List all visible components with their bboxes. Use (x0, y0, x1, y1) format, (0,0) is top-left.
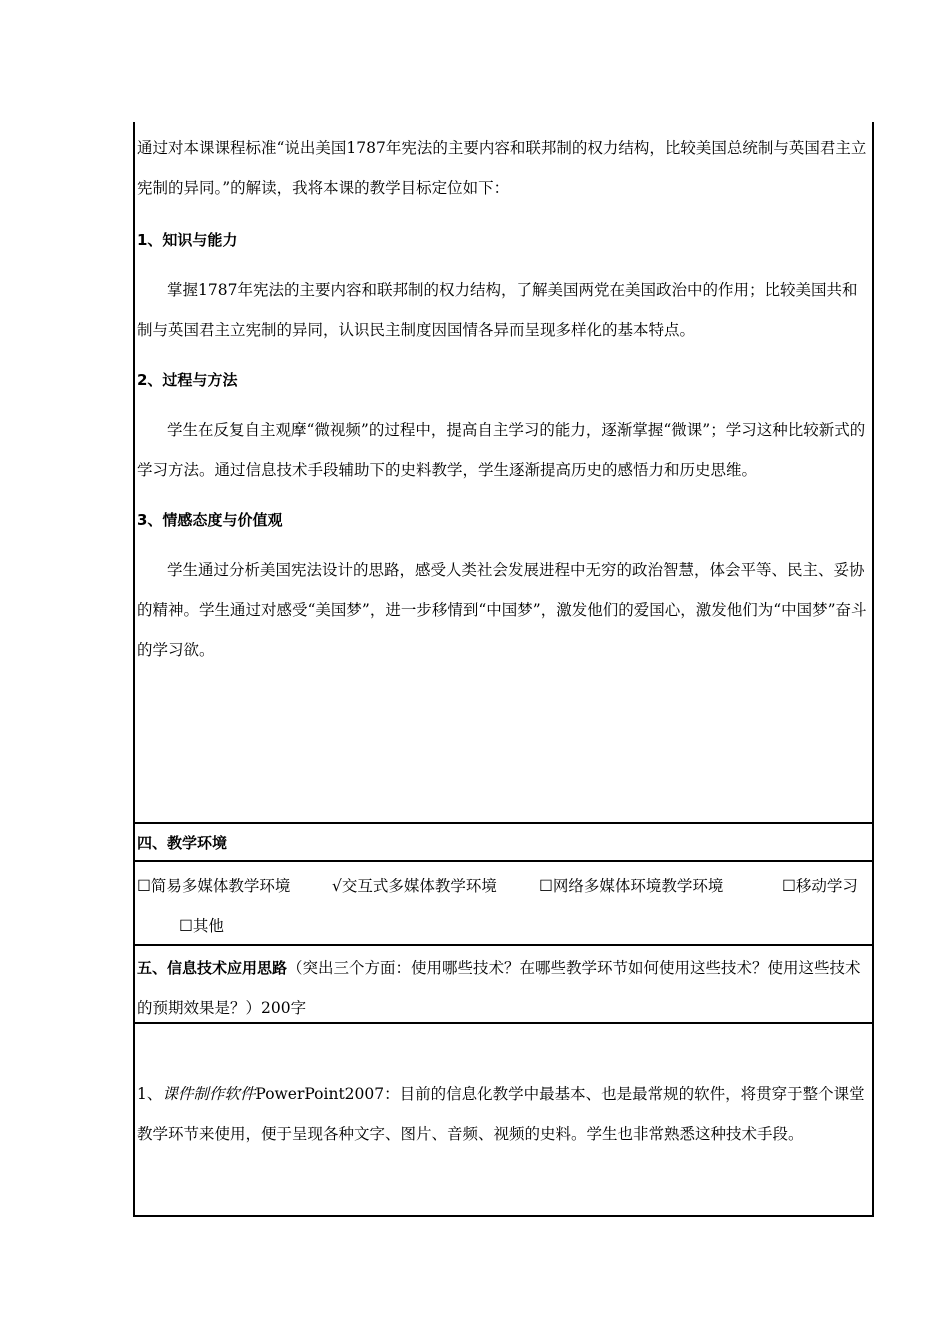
env-option-simple[interactable]: ☐简易多媒体教学环境 (137, 877, 291, 895)
it-application-body-cell (135, 1022, 872, 1215)
goals-intro: 通过对本课课程标准“说出美国1787年宪法的主要内容和联邦制的权力结构，比较美国总统制与英国君主立宪制的异同。”的解读，我将本课的教学目标定位如下： (137, 139, 867, 197)
it-item-1: 1、课件制作软件PowerPoint2007：目前的信息化教学中最基本、也是最常规的软件，将贯穿于整个课堂教学环节来使用，便于呈现各种文字、图片、音频、视频的史料。学生也非常熟悉这种技术手段。 (137, 1085, 865, 1143)
goal-body-attitude: 学生通过分析美国宪法设计的思路，感受人类社会发展进程中无穷的政治智慧，体会平等、民主、妥协的精神。学生通过对感受“美国梦”，进一步移情到“中国梦”，激发他们的爱国心，激发他们为“中国梦”奋斗的学习欲。 (137, 561, 867, 659)
checkbox-icon: ☐ (137, 877, 151, 895)
env-option-other[interactable]: ☐其他 (179, 917, 224, 935)
env-option-network[interactable]: ☐网络多媒体环境教学环境 (539, 877, 724, 895)
it-application-title: 五、信息技术应用思路 (137, 959, 288, 977)
env-option-interactive[interactable]: √交互式多媒体教学环境 (332, 877, 497, 895)
it-application-title-cell (135, 944, 872, 1022)
goal-heading-attitude: 3、情感态度与价值观 (137, 511, 283, 529)
checkbox-icon: ☐ (539, 877, 553, 895)
env-option-mobile[interactable]: ☐移动学习 (782, 877, 858, 895)
it-application-note: （突出三个方面：使用哪些技术？在哪些教学环节如何使用这些技术？使用这些技术的预期效果是？）200字 (137, 959, 861, 1017)
goal-body-process: 学生在反复自主观摩“微视频”的过程中，提高自主学习的能力，逐渐掌握“微课”；学习这种比较新式的学习方法。通过信息技术手段辅助下的史料教学，学生逐渐提高历史的感悟力和历史思维。 (137, 421, 866, 479)
checkmark-icon: √ (332, 877, 342, 895)
environment-title: 四、教学环境 (137, 834, 228, 852)
checkbox-icon: ☐ (782, 877, 796, 895)
goal-heading-knowledge: 1、知识与能力 (137, 231, 238, 249)
checkbox-icon: ☐ (179, 917, 193, 935)
it-item-label: 课件制作软件 (162, 1085, 256, 1103)
goal-heading-process: 2、过程与方法 (137, 371, 238, 389)
environment-title-cell (135, 822, 872, 860)
lesson-plan-table (133, 122, 874, 1217)
environment-options-cell (135, 860, 872, 944)
goal-body-knowledge: 掌握1787年宪法的主要内容和联邦制的权力结构，了解美国两党在美国政治中的作用；比较美国共和制与英国君主立宪制的异同，认识民主制度因国情各异而呈现多样化的基本特点。 (137, 281, 858, 339)
teaching-goals-cell (135, 122, 872, 822)
